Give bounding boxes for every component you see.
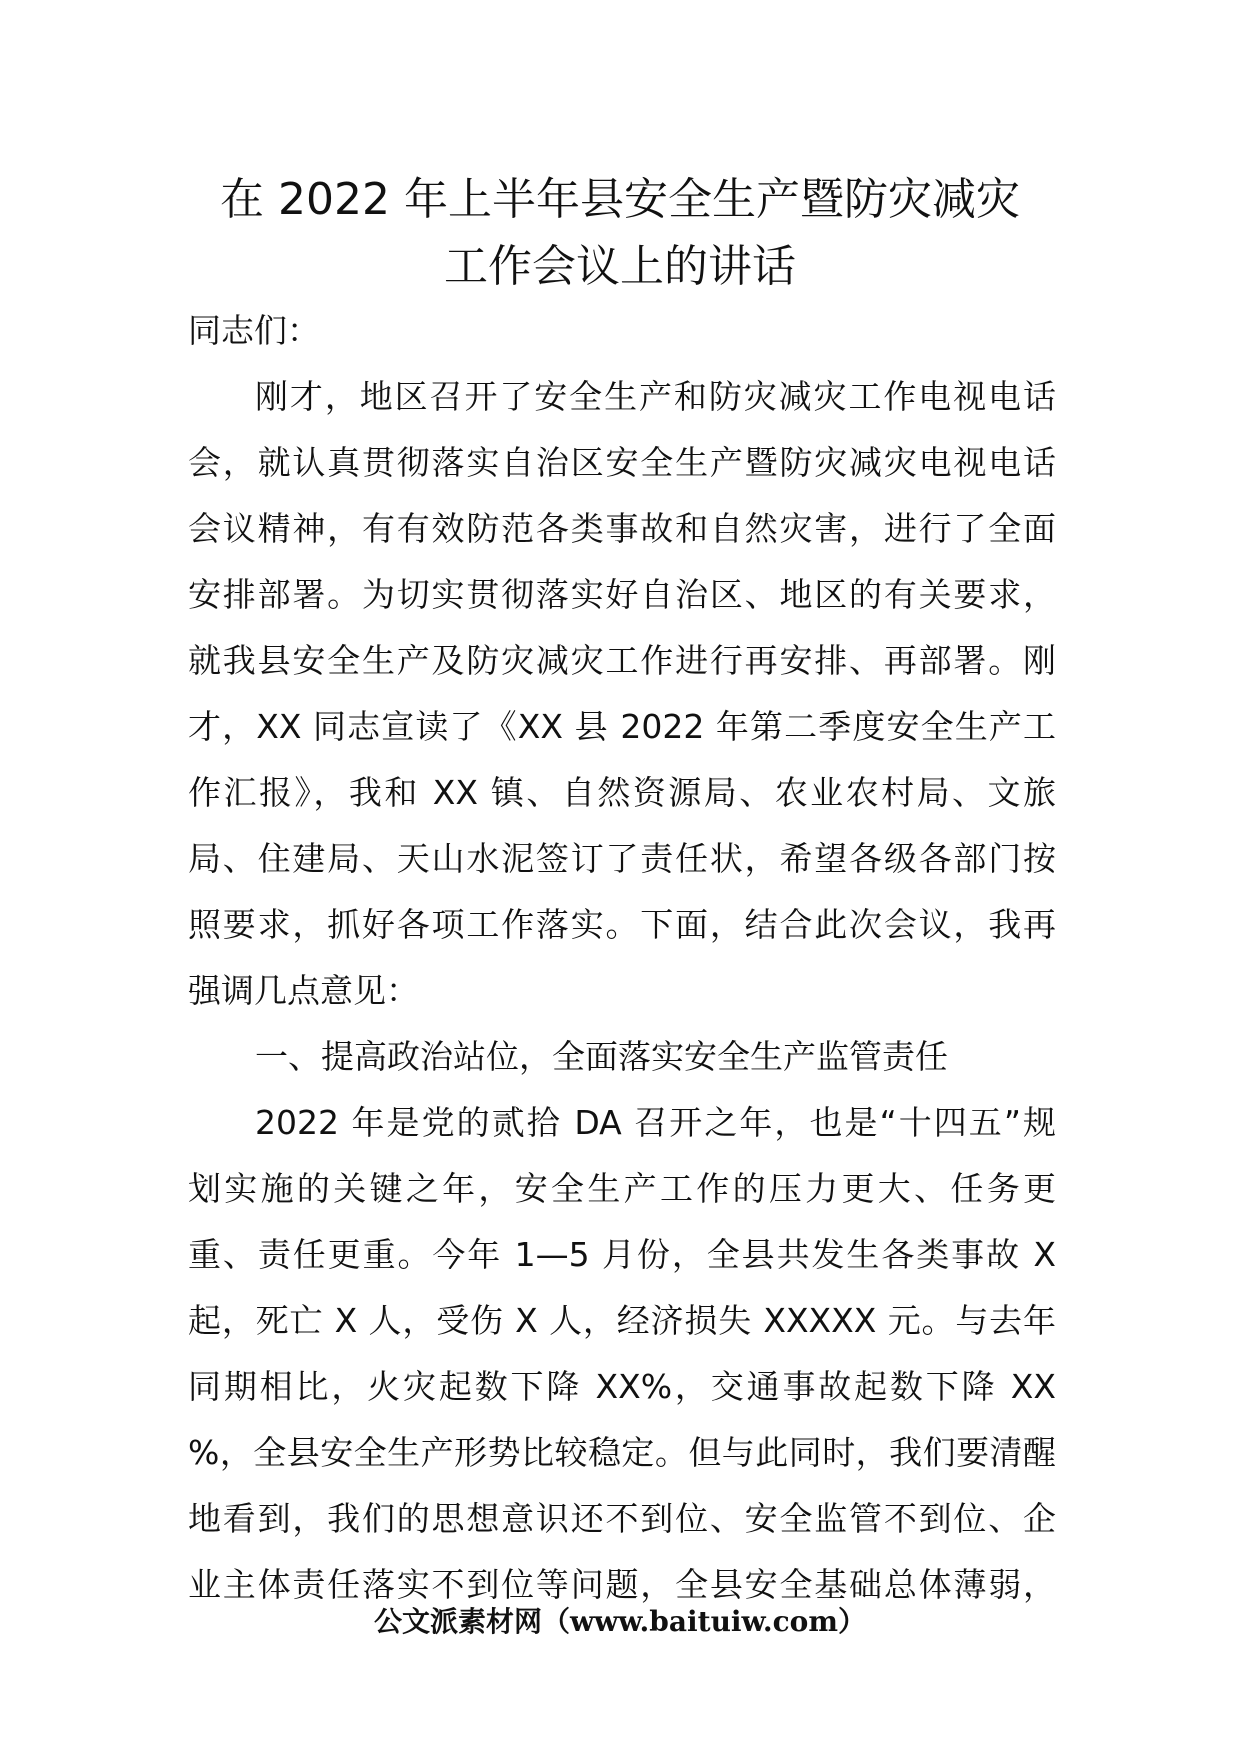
paragraph-2-line: 重、责任更重。今年 1—5 月份，全县共发生各类事故 X — [188, 1235, 1056, 1274]
paragraph-1-line: 就我县安全生产及防灾减灾工作进行再安排、再部署。刚 — [188, 641, 1056, 680]
document-body — [188, 298, 1056, 1618]
section-heading-1: 一、提高政治站位，全面落实安全生产监管责任 — [255, 1037, 948, 1076]
paragraph-1-line: 会议精神，有有效防范各类事故和自然灾害，进行了全面 — [188, 509, 1056, 548]
paragraph-2-line: 2022 年是党的贰拾 DA 召开之年，也是“十四五”规 — [255, 1103, 1056, 1142]
paragraph-2-line: 业主体责任落实不到位等问题，全县安全基础总体薄弱， — [188, 1565, 1056, 1604]
paragraph-2-line: 划实施的关键之年，安全生产工作的压力更大、任务更 — [188, 1169, 1056, 1208]
document-title-line-1: 在 2022 年上半年县安全生产暨防灾减灾 — [220, 174, 1020, 225]
salutation: 同志们： — [188, 311, 320, 350]
paragraph-1-line: 作汇报》，我和 XX 镇、自然资源局、农业农村局、文旅 — [188, 773, 1056, 812]
paragraph-2-line: 起，死亡 X 人，受伤 X 人，经济损失 XXXXX 元。与去年 — [188, 1301, 1056, 1340]
paragraph-1-line: 照要求，抓好各项工作落实。下面，结合此次会议，我再 — [188, 905, 1056, 944]
paragraph-1-line: 安排部署。为切实贯彻落实好自治区、地区的有关要求， — [188, 575, 1056, 614]
paragraph-1-line: 才，XX 同志宣读了《XX 县 2022 年第二季度安全生产工 — [188, 707, 1056, 746]
paragraph-1-line: 会，就认真贯彻落实自治区安全生产暨防灾减灾电视电话 — [188, 443, 1056, 482]
paragraph-2-line: 同期相比，火灾起数下降 XX%，交通事故起数下降 XX — [188, 1367, 1056, 1406]
paragraph-1-line: 刚才，地区召开了安全生产和防灾减灾工作电视电话 — [255, 377, 1056, 416]
footer-source: 公文派素材网（www.baituiw.com） — [374, 1605, 866, 1638]
paragraph-1-line: 局、住建局、天山水泥签订了责任状，希望各级各部门按 — [188, 839, 1056, 878]
paragraph-1-line: 强调几点意见： — [188, 971, 419, 1010]
document-title-line-2: 工作会议上的讲话 — [444, 241, 796, 292]
paragraph-2-line: 地看到，我们的思想意识还不到位、安全监管不到位、企 — [188, 1499, 1056, 1538]
paragraph-2-line: %，全县安全生产形势比较稳定。但与此同时，我们要清醒 — [188, 1433, 1056, 1472]
